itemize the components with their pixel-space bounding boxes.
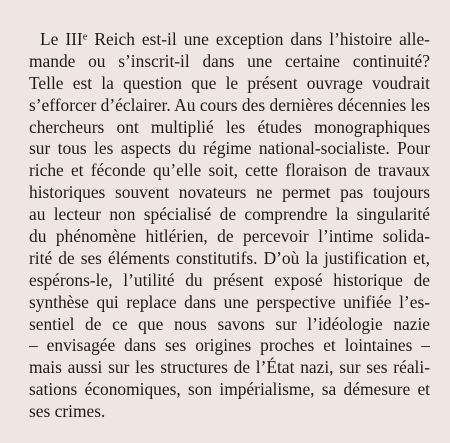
text-line-2: mande ou s’inscrit-il dans une certaine continuité? [29, 50, 430, 71]
body-paragraph [29, 29, 430, 423]
text-line-17: sations économiques, son impérialisme, sa démesure et [29, 379, 430, 400]
text-line-14: sentiel de ce que nous savons sur l’idéologie nazie [29, 313, 430, 334]
text-line-7: riche et féconde qu’elle soit, cette floraison de travaux [29, 160, 430, 181]
text-line-6: sur tous les aspects du régime national-socialiste. Pour [29, 138, 430, 159]
text-line-15: – envisagée dans ses origines proches et lointaines – [29, 335, 430, 356]
text-line-8: historiques souvent novateurs ne permet pas toujours [29, 182, 430, 203]
text-line-11: rité de ses éléments constitutifs. D’où la justification et, [29, 247, 430, 268]
text-line-10: du phénomène hitlérien, de percevoir l’intime solida- [29, 226, 430, 247]
text-line-18: ses crimes. [29, 401, 106, 422]
text-line-12: espérons-le, l’utilité du présent exposé historique de [29, 269, 430, 290]
text-line-5: chercheurs ont multiplié les études monographiques [29, 116, 430, 137]
text-line-3: Telle est la question que le présent ouvrage voudrait [29, 72, 430, 93]
text-line-1 [29, 29, 430, 51]
text-line-13: synthèse qui replace dans une perspective unifiée l’es- [29, 291, 430, 312]
text-line-1-start: Le III [40, 29, 83, 49]
text-line-4: s’efforcer d’éclairer. Au cours des dernières décennies les [29, 94, 430, 115]
ordinal-superscript: e [82, 31, 88, 43]
text-line-16: mais aussi sur les structures de l’État nazi, sur ses réali- [29, 357, 430, 378]
text-line-1-end: Reich est-il une exception dans l’histoire alle- [87, 29, 430, 49]
text-line-9: au lecteur non spécialisé de comprendre la singularité [29, 204, 430, 225]
